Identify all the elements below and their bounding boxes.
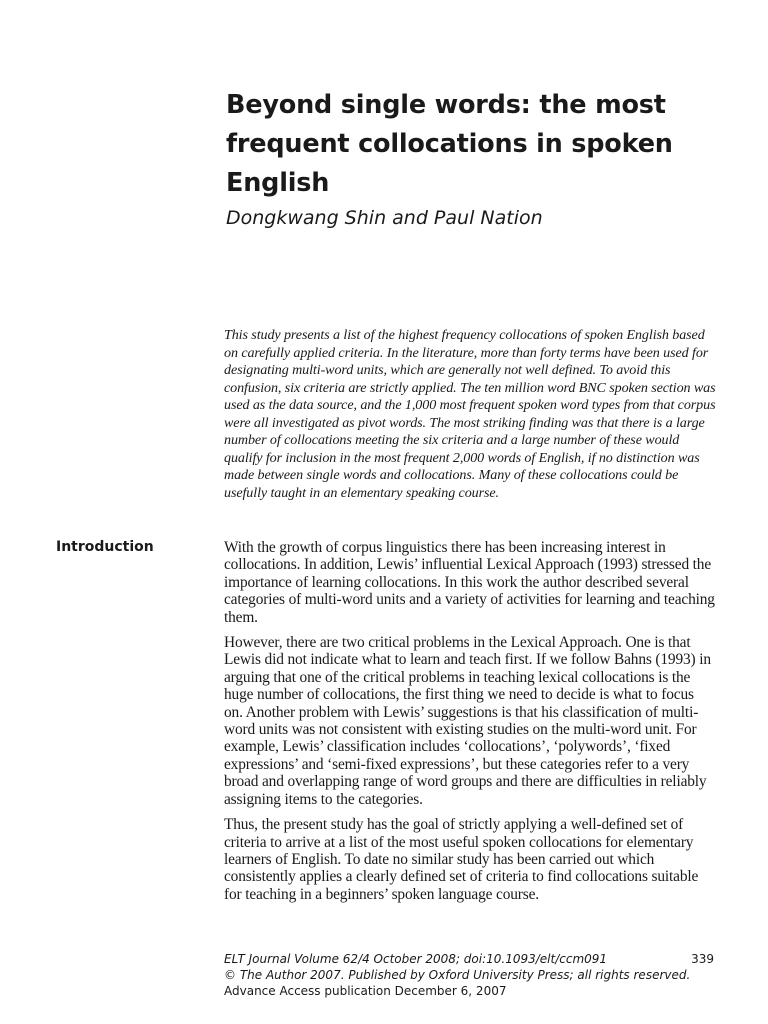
advance-access-note: Advance Access publication December 6, 2007: [224, 984, 507, 998]
body-paragraph: With the growth of corpus linguistics there has been increasing interest in collocations. In addition, Lewis’ influential Lexical Approach (1993) stressed the importance of learning collocations. In this work the author described several categories of multi-word units and a variety of activities for learning and teaching them.: [224, 539, 715, 626]
body-paragraph: Thus, the present study has the goal of strictly applying a well-defined set of criteria to arrive at a list of the most useful spoken collocations for elementary learners of English. To date no similar study has been carried out which consistently applies a clearly defined set of criteria to find collocations suitable for teaching in a beginners’ spoken language course.: [224, 816, 699, 903]
article-abstract: This study presents a list of the highest frequency collocations of spoken English based on carefully applied criteria. In the literature, more than forty terms have been used for designating multi-word units, which are generally not well defined. To avoid this confusion, six criteria are strictly applied. The ten million word BNC spoken section was used as the data source, and the 1,000 most frequent spoken word types from that corpus were all investigated as pivot words. The most striking finding was that there is a large number of collocations meeting the six criteria and a large number of these would qualify for inclusion in the most frequent 2,000 words of English, if no distinction was made between single words and collocations. Many of these collocations could be usefully taught in an elementary speaking course.: [224, 327, 716, 501]
journal-citation: ELT Journal Volume 62/4 October 2008; doi:10.1093/elt/ccm091: [224, 952, 608, 966]
copyright-notice: © The Author 2007. Published by Oxford University Press; all rights reserved.: [224, 968, 691, 982]
page-footer: [224, 951, 714, 999]
section-heading-introduction: Introduction: [56, 539, 154, 555]
introduction-body: [224, 539, 716, 911]
article-title: Beyond single words: the most frequent collocations in spoken English: [226, 90, 673, 198]
body-paragraph: However, there are two critical problems in the Lexical Approach. One is that Lewis did not indicate what to learn and teach first. If we follow Bahns (1993) in arguing that one of the critical problems in teaching lexical collocations is the huge number of collocations, the first thing we need to decide is what to focus on. Another problem with Lewis’ suggestions is that his classification of multi-word units was not consistent with existing studies on the multi-word unit. For example, Lewis’ classification includes ‘collocations’, ‘polywords’, ‘fixed expressions’ and ‘semi-fixed expressions’, but these categories refer to a very broad and overlapping range of word groups and there are difficulties in reliably assigning items to the categories.: [224, 634, 711, 808]
article-authors: Dongkwang Shin and Paul Nation: [226, 207, 543, 229]
page-number: 339: [691, 952, 714, 966]
